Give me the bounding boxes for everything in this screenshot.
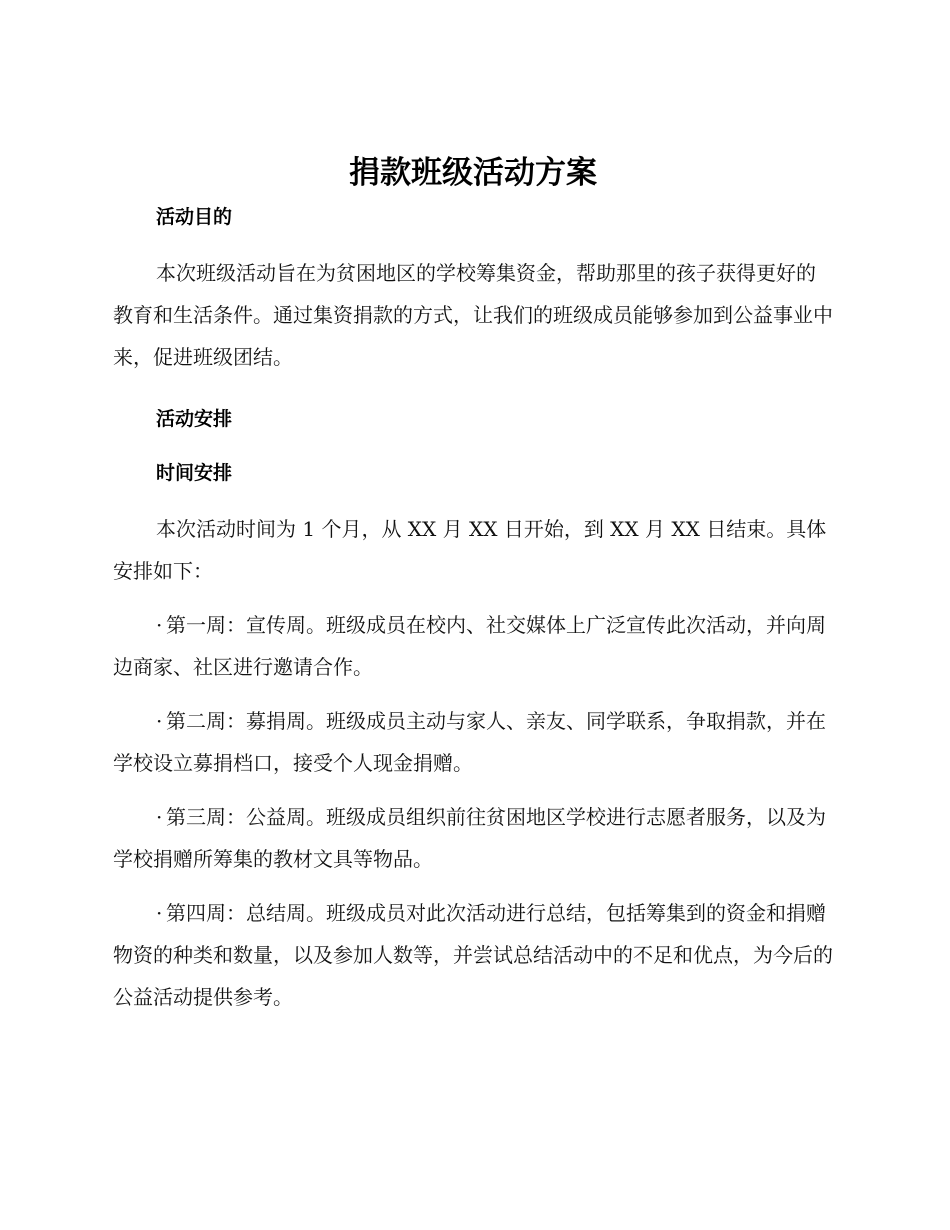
week3-text: 第三周：公益周。班级成员组织前往贫困地区学校进行志愿者服务，以及为学校捐赠所筹集的教材文具等物品。 [113,805,826,871]
section-heading-arrangement: 活动安排 [156,408,233,430]
week2-text: 第二周：募捐周。班级成员主动与家人、亲友、同学联系，争取捐款，并在学校设立募捐档口，接受个人现金捐赠。 [113,709,826,775]
bullet-icon: · [156,805,163,829]
purpose-paragraph: 本次班级活动旨在为贫困地区的学校筹集资金，帮助那里的孩子获得更好的教育和生活条件。通过集资捐款的方式，让我们的班级成员能够参加到公益事业中来，促进班级团结。 [113,261,833,369]
week4-text: 第四周：总结周。班级成员对此次活动进行总结，包括筹集到的资金和捐赠物资的种类和数量，以及参加人数等，并尝试总结活动中的不足和优点，为今后的公益活动提供参考。 [113,901,833,1009]
section-heading-time: 时间安排 [156,462,233,484]
bullet-icon: · [156,901,163,925]
time-paragraph: 本次活动时间为 1 个月，从 XX 月 XX 日开始，到 XX 月 XX 日结束。具体安排如下： [113,517,827,583]
week1-item [113,604,833,688]
week1-text: 第一周：宣传周。班级成员在校内、社交媒体上广泛宣传此次活动，并向周边商家、社区进行邀请合作。 [113,613,826,679]
week3-item [113,796,833,880]
week2-item [113,700,833,784]
bullet-icon: · [156,709,163,733]
week4-item [113,892,833,1018]
document-title: 捐款班级活动方案 [349,155,597,191]
bullet-icon: · [156,613,163,637]
section-heading-purpose: 活动目的 [156,206,233,228]
document-body [113,150,833,1018]
